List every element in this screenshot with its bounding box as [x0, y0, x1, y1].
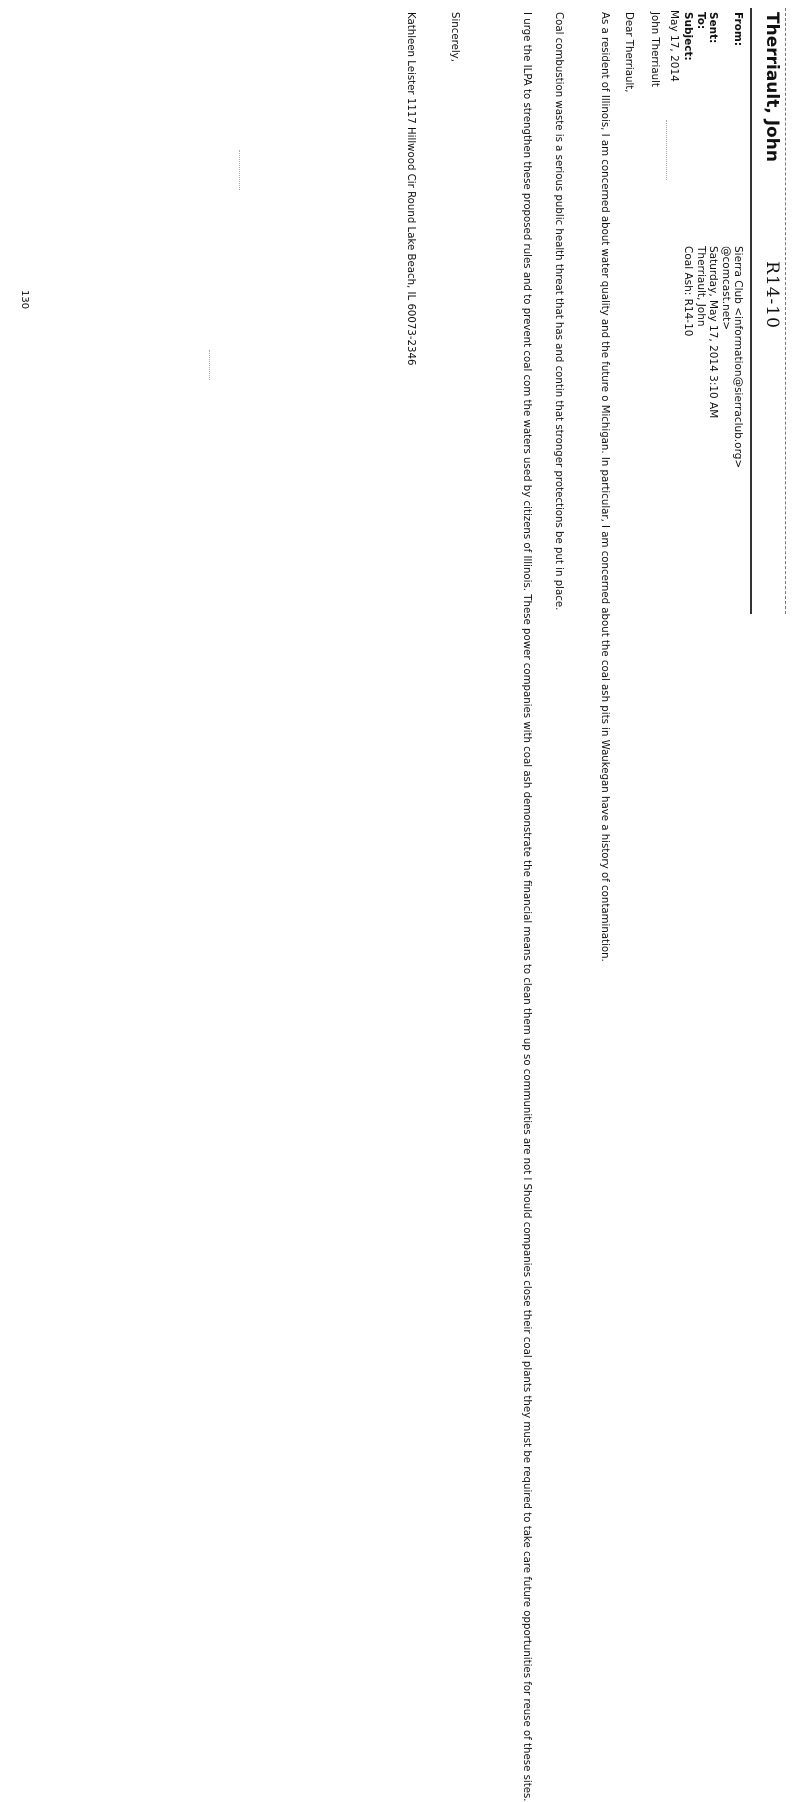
- from-label: From:: [732, 12, 744, 47]
- sent-value: Saturday, May 17, 2014 3:10 AM: [707, 246, 720, 419]
- paragraph-2: [552, 12, 564, 610]
- scan-noise-dots: [666, 120, 667, 180]
- paragraph-line: demonstrate the financial means to clean them up so communities are not l: [521, 791, 532, 1181]
- paragraph-3: [520, 12, 532, 1802]
- paragraph-line: have a history of contamination.: [599, 796, 610, 962]
- from-value: Sierra Club <information@sierraclub.org>: [732, 246, 744, 469]
- paragraph-line: Should companies close their coal plants they must be required to take care: [521, 1183, 532, 1574]
- signature-name: Kathleen Leister: [405, 12, 416, 95]
- header-divider: [750, 8, 752, 614]
- signature-street: 1117 Hillwood Cir: [405, 97, 416, 188]
- email-header-values: [682, 246, 744, 468]
- sender-name: Therriault, John: [762, 12, 782, 162]
- subject-value: Coal Ash: R14-10: [682, 246, 695, 337]
- paragraph-line: that stronger protections be put in place.: [553, 400, 564, 611]
- from-value-line2: @comcast.net>: [719, 246, 732, 331]
- recipient-name: John Therriault: [649, 12, 660, 87]
- case-number: R14-10: [762, 261, 782, 329]
- top-dashed-rule: [785, 8, 786, 614]
- signature-block: [404, 12, 416, 365]
- to-label: To:: [694, 12, 707, 30]
- paragraph-line: future opportunities for reuse of these sites.: [521, 1576, 532, 1802]
- paragraph-1: [598, 12, 610, 962]
- paragraph-line: Coal combustion waste is a serious public health threat that has and contin: [553, 12, 564, 398]
- letter-date: May 17, 2014: [668, 10, 680, 82]
- from-label-spacer: [719, 12, 731, 61]
- paragraph-line: the waters used by citizens of Illinois. These power companies with coal ash: [521, 399, 532, 789]
- scan-noise-dots: [209, 350, 210, 380]
- subject-label: Subject:: [682, 12, 695, 61]
- paragraph-line: I urge the ILPA to strengthen these proposed rules and to prevent coal com: [521, 12, 532, 397]
- sent-label: Sent:: [707, 12, 720, 44]
- email-header-labels: [682, 12, 744, 61]
- paragraph-line: Michigan. In particular, I am concerned about the coal ash pits in Waukegan: [599, 404, 610, 793]
- page-number: 130: [19, 290, 30, 310]
- scan-noise-dots: [239, 150, 240, 190]
- salutation: Dear Therriault,: [623, 12, 634, 93]
- paragraph-line: As a resident of Illinois, I am concerned about water quality and the future o: [599, 12, 610, 402]
- signature-city: Round Lake Beach, IL 60073-2346: [405, 191, 416, 366]
- closing: Sincerely,: [449, 12, 460, 62]
- to-value: Therriault, John: [694, 246, 707, 327]
